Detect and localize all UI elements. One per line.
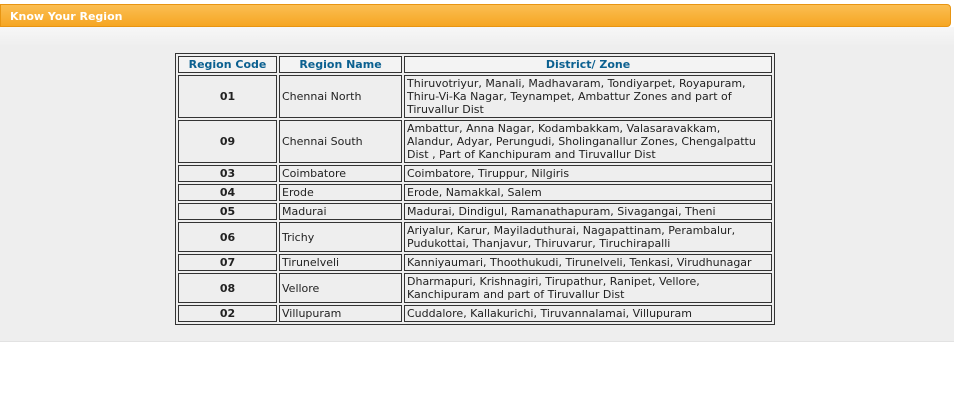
region-code-cell: 02 xyxy=(178,305,277,322)
region-name-cell: Chennai North xyxy=(279,75,402,118)
column-header-region-code: Region Code xyxy=(178,56,277,73)
region-name-cell: Chennai South xyxy=(279,120,402,163)
district-zone-cell: Coimbatore, Tiruppur, Nilgiris xyxy=(404,165,772,182)
region-code-cell: 08 xyxy=(178,273,277,303)
district-zone-cell: Cuddalore, Kallakurichi, Tiruvannalamai, Villupuram xyxy=(404,305,772,322)
district-zone-cell: Kanniyaumari, Thoothukudi, Tirunelveli, Tenkasi, Virudhunagar xyxy=(404,254,772,271)
table-row xyxy=(178,305,772,322)
region-name-cell: Vellore xyxy=(279,273,402,303)
region-name-cell: Villupuram xyxy=(279,305,402,322)
section-title: Know Your Region xyxy=(10,10,123,23)
table-row xyxy=(178,273,772,303)
table-header-row xyxy=(178,56,772,73)
region-name-cell: Tirunelveli xyxy=(279,254,402,271)
table-row xyxy=(178,120,772,163)
district-zone-cell: Ambattur, Anna Nagar, Kodambakkam, Valasaravakkam, Alandur, Adyar, Perungudi, Sholinganallur Zones, Chengalpattu Dist , Part of Kanchipuram and Tiruvallur Dist xyxy=(404,120,772,163)
section-header-bar xyxy=(0,4,951,27)
table-row xyxy=(178,222,772,252)
table-row xyxy=(178,203,772,220)
column-header-district-zone: District/ Zone xyxy=(404,56,772,73)
table-row xyxy=(178,254,772,271)
district-zone-cell: Ariyalur, Karur, Mayiladuthurai, Nagapattinam, Perambalur, Pudukottai, Thanjavur, Thiruvarur, Tiruchirapalli xyxy=(404,222,772,252)
region-code-cell: 03 xyxy=(178,165,277,182)
region-code-cell: 07 xyxy=(178,254,277,271)
region-code-cell: 09 xyxy=(178,120,277,163)
table-row xyxy=(178,184,772,201)
region-code-cell: 06 xyxy=(178,222,277,252)
region-name-cell: Erode xyxy=(279,184,402,201)
region-name-cell: Madurai xyxy=(279,203,402,220)
region-code-cell: 05 xyxy=(178,203,277,220)
district-zone-cell: Erode, Namakkal, Salem xyxy=(404,184,772,201)
region-table xyxy=(175,53,775,325)
region-name-cell: Coimbatore xyxy=(279,165,402,182)
region-name-cell: Trichy xyxy=(279,222,402,252)
district-zone-cell: Dharmapuri, Krishnagiri, Tirupathur, Ranipet, Vellore, Kanchipuram and part of Tiruvallur Dist xyxy=(404,273,772,303)
table-row xyxy=(178,75,772,118)
region-code-cell: 04 xyxy=(178,184,277,201)
table-row xyxy=(178,165,772,182)
column-header-region-name: Region Name xyxy=(279,56,402,73)
content-panel xyxy=(0,27,954,342)
region-code-cell: 01 xyxy=(178,75,277,118)
district-zone-cell: Thiruvotriyur, Manali, Madhavaram, Tondiyarpet, Royapuram, Thiru-Vi-Ka Nagar, Teynampet, Ambattur Zones and part of Tiruvallur Dist xyxy=(404,75,772,118)
district-zone-cell: Madurai, Dindigul, Ramanathapuram, Sivagangai, Theni xyxy=(404,203,772,220)
